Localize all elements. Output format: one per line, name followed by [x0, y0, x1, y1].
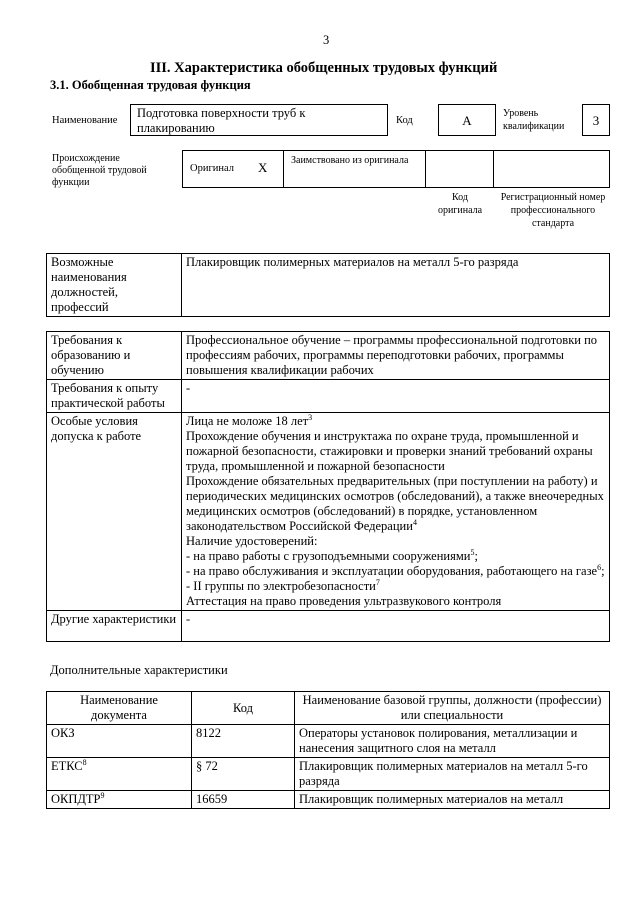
- special-line-7: - II группы по электробезопасности: [186, 579, 376, 593]
- reg-number-label: Регистрационный номер профессионального стандарта: [500, 192, 606, 229]
- col-header-code: Код: [192, 692, 295, 725]
- code-value: A: [462, 113, 472, 128]
- row-code: 8122: [192, 725, 295, 758]
- origin-divider-3: [493, 150, 494, 188]
- footnote-ref: 3: [308, 412, 313, 422]
- row-name: Плакировщик полимерных материалов на металл 5-го разряда: [295, 758, 610, 791]
- table-row: [47, 725, 610, 758]
- footnote-ref: 5: [470, 547, 475, 557]
- table-row: [47, 758, 610, 791]
- original-label: Оригинал: [190, 163, 234, 174]
- req-other-label: Другие характеристики: [47, 611, 182, 642]
- req-education-value: Профессиональное обучение – программы профессиональной подготовки по профессиям рабочих, программы переподготовки рабочих, программы повышения квалификации рабочих: [182, 332, 610, 380]
- footnote-ref: 7: [375, 577, 380, 587]
- footnote-ref: 9: [100, 790, 105, 800]
- requirements-table: [46, 331, 610, 642]
- col-header-name: Наименование базовой группы, должности (профессии) или специальности: [295, 692, 610, 725]
- special-line-1: Лица не моложе 18 лет: [186, 414, 309, 428]
- origin-label: Происхождение обобщенной трудовой функции: [52, 153, 147, 188]
- positions-value: Плакировщик полимерных материалов на металл 5-го разряда: [182, 254, 610, 317]
- positions-label: Возможные наименования должностей, профессий: [47, 254, 182, 317]
- level-value: 3: [592, 113, 600, 128]
- row-name: Плакировщик полимерных материалов на металл: [295, 791, 610, 809]
- req-special-value: [182, 413, 610, 611]
- special-line-3: Прохождение обязательных предварительных (при поступлении на работу) и периодических медицинских осмотров (обследований), а также внеочередных медицинских осмотров (обследований) в порядке, установленном законодательством Российской Федерации: [186, 474, 604, 533]
- table-row: [47, 791, 610, 809]
- section-title: III. Характеристика обобщенных трудовых функций: [150, 60, 498, 76]
- positions-table: [46, 253, 610, 317]
- row-doc: ОКЗ: [51, 726, 75, 740]
- name-value: Подготовка поверхности труб к плакированию: [137, 106, 306, 135]
- special-line-4: Наличие удостоверений:: [186, 534, 318, 548]
- req-other-value: -: [182, 611, 610, 642]
- punct: ;: [601, 564, 605, 578]
- page-number: 3: [323, 33, 330, 47]
- footnote-ref: 4: [412, 517, 417, 527]
- name-label: Наименование: [52, 115, 118, 126]
- row-code: 16659: [192, 791, 295, 809]
- row-doc: ОКПДТР: [51, 792, 101, 806]
- col-header-document: Наименование документа: [47, 692, 192, 725]
- special-line-6: - на право обслуживания и эксплуатации оборудования, работающего на газе: [186, 564, 598, 578]
- borrowed-label: Заимствовано из оригинала: [291, 155, 409, 166]
- additional-table: [46, 691, 610, 809]
- req-experience-label: Требования к опыту практической работы: [47, 380, 182, 413]
- special-line-5: - на право работы с грузоподъемными сооружениями: [186, 549, 471, 563]
- special-line-2: Прохождение обучения и инструктажа по охране труда, промышленной и пожарной безопасности, стажировки и проверки знаний требований охраны труда, промышленной и пожарной безопасности: [186, 429, 593, 473]
- req-experience-value: -: [182, 380, 610, 413]
- special-line-8: Аттестация на право проведения ультразвукового контроля: [186, 594, 502, 608]
- req-education-label: Требования к образованию и обучению: [47, 332, 182, 380]
- code-original-label: Код оригинала: [437, 192, 483, 216]
- code-box: [438, 104, 496, 136]
- footnote-ref: 6: [597, 562, 602, 572]
- row-doc: ЕТКС: [51, 759, 83, 773]
- punct: ;: [474, 549, 478, 563]
- subsection-title: 3.1. Обобщенная трудовая функция: [50, 78, 251, 92]
- original-mark: X: [258, 160, 268, 175]
- origin-divider-1: [283, 150, 284, 188]
- name-box: [130, 104, 388, 136]
- level-label: Уровень квалификации: [503, 108, 565, 132]
- footnote-ref: 8: [82, 757, 87, 767]
- row-code: § 72: [192, 758, 295, 791]
- additional-title: Дополнительные характеристики: [50, 663, 228, 677]
- code-label: Код: [396, 115, 413, 126]
- origin-divider-2: [425, 150, 426, 188]
- level-box: [582, 104, 610, 136]
- row-name: Операторы установок полирования, металлизации и нанесения защитного слоя на металл: [295, 725, 610, 758]
- req-special-label: Особые условия допуска к работе: [47, 413, 182, 611]
